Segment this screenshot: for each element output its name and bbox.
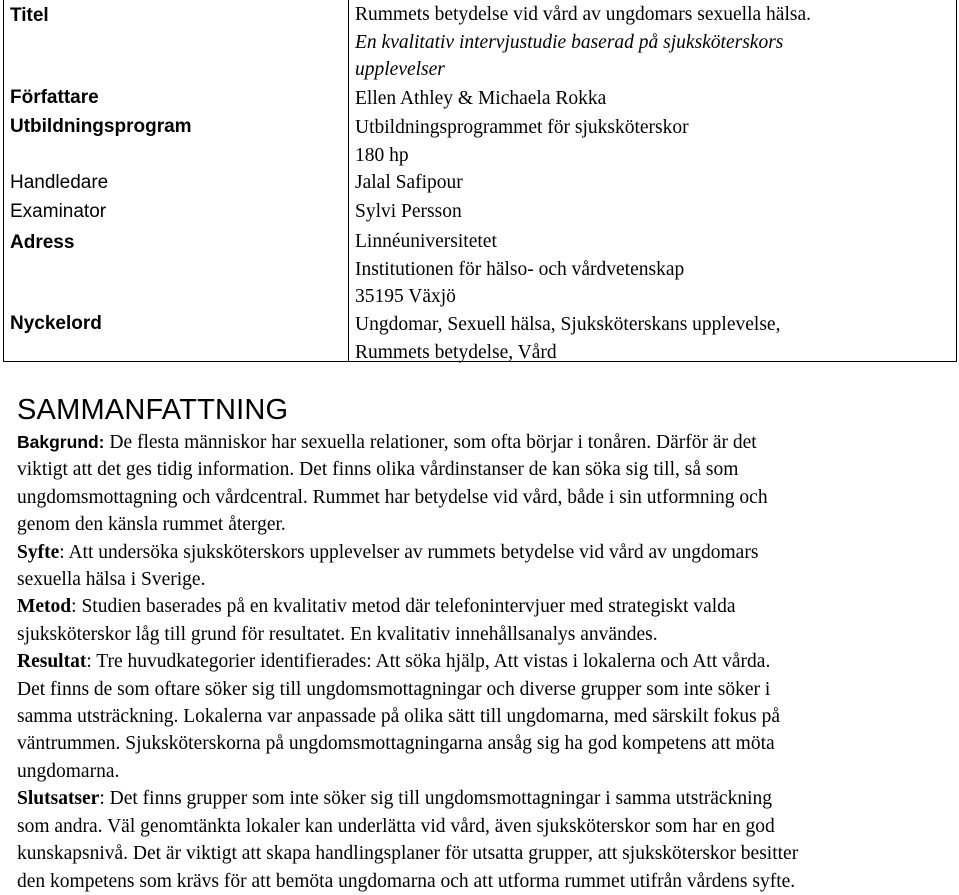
results-key: Resultat	[17, 651, 87, 673]
program-value	[355, 114, 689, 169]
background-key: Bakgrund:	[17, 432, 105, 452]
method-text: : Studien baserades på en kvalitativ metod där telefonintervjuer med strategiskt valda	[71, 596, 736, 618]
program-line: Utbildningsprogrammet för sjuksköterskor	[355, 117, 689, 138]
abstract-line	[17, 429, 957, 456]
abstract-line	[17, 785, 957, 812]
title-line: upplevelser	[355, 59, 445, 80]
method-key: Metod	[17, 596, 72, 618]
abstract-line	[17, 593, 957, 620]
abstract-body	[17, 429, 957, 895]
address-line: Institutionen för hälso- och vårdvetenskap	[355, 258, 685, 280]
address-label: Adress	[10, 232, 75, 253]
keywords-label: Nyckelord	[10, 313, 102, 334]
authors-label: Författare	[10, 87, 99, 108]
abstract-line: väntrummen. Sjuksköterskorna på ungdomsmottagningarna ansåg sig ha god kompetens att möta	[17, 733, 775, 755]
address-line: 35195 Växjö	[355, 286, 456, 307]
abstract-line: Det finns de som oftare söker sig till ungdomsmottagningar och diverse grupper som inte söker i	[17, 678, 771, 700]
abstract-line	[17, 539, 957, 566]
background-text: De flesta människor har sexuella relationer, som ofta börjar i tonåren. Därför är det	[104, 432, 757, 453]
supervisor-line: Jalal Safipour	[355, 172, 463, 193]
abstract-line: ungdomsmottagning och vårdcentral. Rummet har betydelse vid vård, både i sin utformning och	[17, 486, 768, 508]
title-label: Titel	[10, 5, 49, 26]
section-heading: SAMMANFATTNING	[17, 394, 289, 426]
table-column-divider	[348, 0, 349, 361]
abstract-line: kunskapsnivå. Det är viktigt att skapa handlingsplaner för utsatta grupper, att sjuksköterskor besitter	[17, 843, 799, 865]
examiner-label: Examinator	[10, 201, 107, 222]
supervisor-value	[355, 169, 463, 197]
abstract-line: ungdomarna.	[17, 760, 120, 782]
abstract-line: sexuella hälsa i Sverige.	[17, 569, 206, 591]
title-line: En kvalitativ intervjustudie baserad på sjuksköterskors	[355, 31, 784, 53]
abstract-line: sjuksköterskor låg till grund för resultatet. En kvalitativ innehållsanalys användes.	[17, 623, 658, 645]
keywords-line: Rummets betydelse, Vård	[355, 341, 557, 363]
abstract-line: viktigt att det ges tidig information. Det finns olika vårdinstanser de kan söka sig till, så som	[17, 459, 739, 481]
examiner-line: Sylvi Persson	[355, 201, 462, 222]
conclusions-text: : Det finns grupper som inte söker sig till ungdomsmottagningar i samma utsträckning	[99, 788, 772, 810]
title-line: Rummets betydelse vid vård av ungdomars sexuella hälsa.	[355, 4, 811, 25]
address-line: Linnéuniversitetet	[355, 231, 497, 252]
aim-key: Syfte	[17, 541, 60, 563]
abstract-line	[17, 648, 957, 675]
conclusions-key: Slutsatser	[17, 788, 100, 810]
examiner-value	[355, 198, 462, 226]
authors-value	[355, 85, 606, 113]
program-line: 180 hp	[355, 144, 409, 166]
program-label: Utbildningsprogram	[10, 116, 192, 137]
abstract-line: som andra. Väl genomtänkta lokaler kan underlätta vid vård, även sjuksköterskor som har en god	[17, 815, 775, 837]
abstract-line: genom den känsla rummet återger.	[17, 514, 286, 536]
abstract-line: samma utsträckning. Lokalerna var anpassade på olika sätt till ungdomarna, med särskilt fokus på	[17, 706, 780, 728]
supervisor-label: Handledare	[10, 172, 109, 193]
authors-line: Ellen Athley & Michaela Rokka	[355, 88, 607, 109]
keywords-line: Ungdomar, Sexuell hälsa, Sjuksköterskans upplevelse,	[355, 314, 781, 335]
address-value	[355, 228, 684, 311]
abstract-line: den kompetens som krävs för att bemöta ungdomarna och att utforma rummet utifrån vårdens syfte.	[17, 870, 796, 892]
title-value	[355, 1, 811, 84]
results-text: : Tre huvudkategorier identifierades: Att söka hjälp, Att vistas i lokalerna och Att vårda.	[86, 651, 771, 673]
aim-text: : Att undersöka sjuksköterskors upplevelser av rummets betydelse vid vård av ungdomars	[59, 541, 759, 563]
keywords-value	[355, 311, 780, 366]
